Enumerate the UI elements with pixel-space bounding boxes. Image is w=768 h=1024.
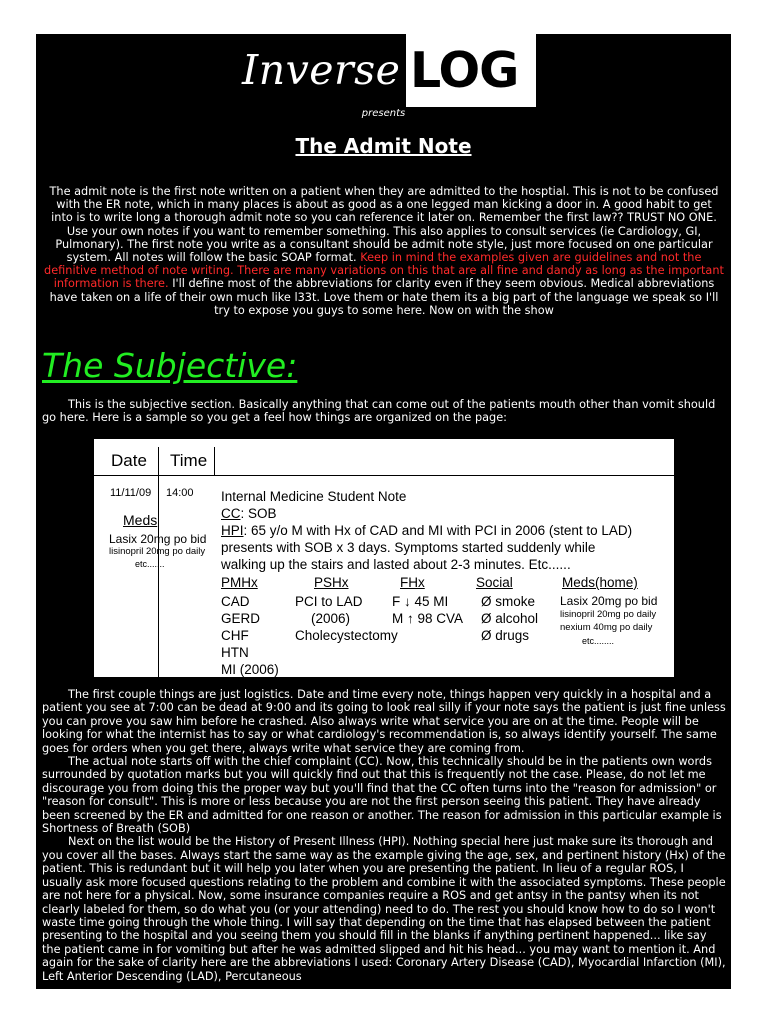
intro-text: The admit note is the first note written on a patient when they are admitted to the hosptial. This is not to be confused with the ER note, which in many places is about as good as a one legged man kicking a door in. A good habit to get into is to write long a thorough admit note so you can reference it later on. Remember the first law?? TRUST NO ONE. Use your own notes if you want to remember something. This also applies to consult services (ie Cardiology, GI, Pulmonary). The first note you write as a consultant should be admit note style, just more focused on one particular system. All notes will follow the basic SOAP format. bbox=[49, 185, 719, 265]
fhx-item: M ↑ 98 CVA bbox=[392, 611, 464, 626]
inverselog-logo bbox=[242, 34, 536, 107]
hpi-label: HPI bbox=[221, 523, 244, 538]
hpi-line: presents with SOB x 3 days. Symptoms started suddenly while bbox=[221, 540, 596, 555]
cc-label: CC bbox=[221, 506, 241, 521]
intro-text-continued: I'll define most of the abbreviations for clarity even if they seem obvious. Medical abbreviations have taken on a life of their own much like l33t. Love them or hate them its a big part of the language we speak so I'll try to expose you guys to some here. Now on with the show bbox=[49, 277, 719, 317]
fhx-heading: FHx bbox=[400, 575, 425, 590]
cc-text: : SOB bbox=[240, 506, 277, 521]
body-paragraph: The first couple things are just logistics. Date and time every note, things happen very quickly in a hospital and a patient you see at 7:00 can be dead at 9:00 and its going to look real silly if your note says the patient is just fine unless you can prove you saw him before he crashed. Also always write what service you are on at the time. People will be looking for what the internist has to say or what cardiology's recommendation is, so always identify yourself. The same goes for orders when you get there, always write what service they are coming from. bbox=[42, 688, 726, 755]
intro-warning-text: Keep in mind the examples given are guidelines and not the definitive method of note writing. There are many variations on this that are all fine and dandy as long as the important information is there. bbox=[44, 251, 724, 291]
body-paragraph: The actual note starts off with the chief complaint (CC). Now, this technically should be in the patients own words surrounded by quotation marks but you will quickly find out that this is frequently not the case. Please, do not let me discourage you from doing this the proper way but you'll find that the CC often turns into the "reason for admission" or "reason for consult". This is more or less because you are not the first person seeing this patient. They have already been screened by the ER and admitted for one reason or another. The reason for admission in this particular example is Shortness of Breath (SOB) bbox=[42, 755, 722, 836]
document-page bbox=[36, 34, 731, 989]
time-column-divider bbox=[214, 447, 215, 475]
section-heading-subjective: The Subjective: bbox=[42, 346, 298, 385]
social-item: Ø smoke bbox=[481, 594, 536, 609]
pshx-heading: PSHx bbox=[314, 575, 349, 590]
body-text bbox=[42, 688, 726, 983]
meds-home-heading: Meds(home) bbox=[562, 575, 638, 590]
meds-home-item: etc........ bbox=[582, 636, 615, 646]
social-item: Ø alcohol bbox=[481, 611, 539, 626]
date-column-header: Date bbox=[111, 451, 147, 470]
fhx-item: F ↓ 45 MI bbox=[392, 594, 449, 609]
meds-line: etc....... bbox=[135, 559, 165, 569]
social-heading: Social bbox=[476, 575, 513, 590]
pshx-item: (2006) bbox=[311, 611, 351, 626]
meds-line: lisinopril 20mg po daily bbox=[109, 546, 206, 557]
page-title: The Admit Note bbox=[295, 134, 472, 158]
pmhx-heading: PMHx bbox=[221, 575, 258, 590]
pmhx-item: HTN bbox=[221, 645, 249, 660]
hpi-line: walking up the stairs and lasted about 2-3 minutes. Etc...... bbox=[221, 557, 571, 572]
body-paragraph: Next on the list would be the History of Present Illness (HPI). Nothing special here just make sure its thorough and you cover all the bases. Always start the same way as the example giving the age, sex, and pertinent history (Hx) of the patient. This is redundant but it will help you later when you are presenting the patient. In lieu of a regular ROS, I usually ask more focused questions relating to the problem and combine it with the associated symptoms. These people are not here for a physical. Now, some insurance companies require a ROS and get antsy in the pantsy when its not clearly labeled for them, so do what you (or your attending) need to do. The rest you should know how to do so I won't waste time going through the whole thing. I will say that depending on the time that has elapsed between the patient presenting to the hospital and you seeing them you should fill in the blanks if anything pertinent happened... like say the patient came in for vomiting but after he was admitted slipped and hit his head... you may want to mention it. And again for the sake of clarity here are the abbreviations I used: Coronary Artery Disease (CAD), Myocardial Infarction (MI), Left Anterior Descending (LAD), Percutaneous bbox=[42, 835, 726, 983]
note-heading: Internal Medicine Student Note bbox=[221, 489, 407, 504]
header-divider bbox=[94, 475, 674, 476]
meds-heading: Meds bbox=[123, 512, 158, 528]
pshx-item: PCI to LAD bbox=[295, 594, 363, 609]
sample-note-image bbox=[94, 439, 674, 677]
note-time: 14:00 bbox=[166, 487, 194, 499]
pmhx-item: GERD bbox=[221, 611, 261, 626]
meds-line: Lasix 20mg po bid bbox=[109, 532, 207, 546]
pshx-item: Cholecystectomy bbox=[295, 628, 398, 643]
time-column-header: Time bbox=[170, 451, 208, 470]
cc-line bbox=[221, 507, 277, 522]
intro-paragraph bbox=[44, 185, 724, 317]
hpi-line bbox=[221, 524, 632, 539]
pmhx-item: MI (2006) bbox=[221, 662, 279, 677]
pmhx-item: CHF bbox=[221, 628, 249, 643]
meds-home-item: lisinopril 20mg po daily bbox=[560, 609, 657, 620]
pmhx-item: CAD bbox=[221, 594, 250, 609]
meds-home-item: nexium 40mg po daily bbox=[560, 622, 653, 633]
subjective-intro-paragraph: This is the subjective section. Basically anything that can come out of the patients mouth other than vomit should go here. Here is a sample so you get a feel how things are organized on the page: bbox=[42, 398, 716, 425]
logo-log-box: LOG bbox=[406, 34, 536, 107]
hpi-text: : 65 y/o M with Hx of CAD and MI with PCI in 2006 (stent to LAD) bbox=[243, 523, 633, 538]
note-date: 11/11/09 bbox=[110, 487, 152, 499]
presents-label: presents bbox=[361, 108, 406, 119]
meds-home-item: Lasix 20mg po bid bbox=[560, 594, 658, 608]
social-item: Ø drugs bbox=[481, 628, 530, 643]
logo-inverse-text: Inverse bbox=[242, 46, 401, 94]
